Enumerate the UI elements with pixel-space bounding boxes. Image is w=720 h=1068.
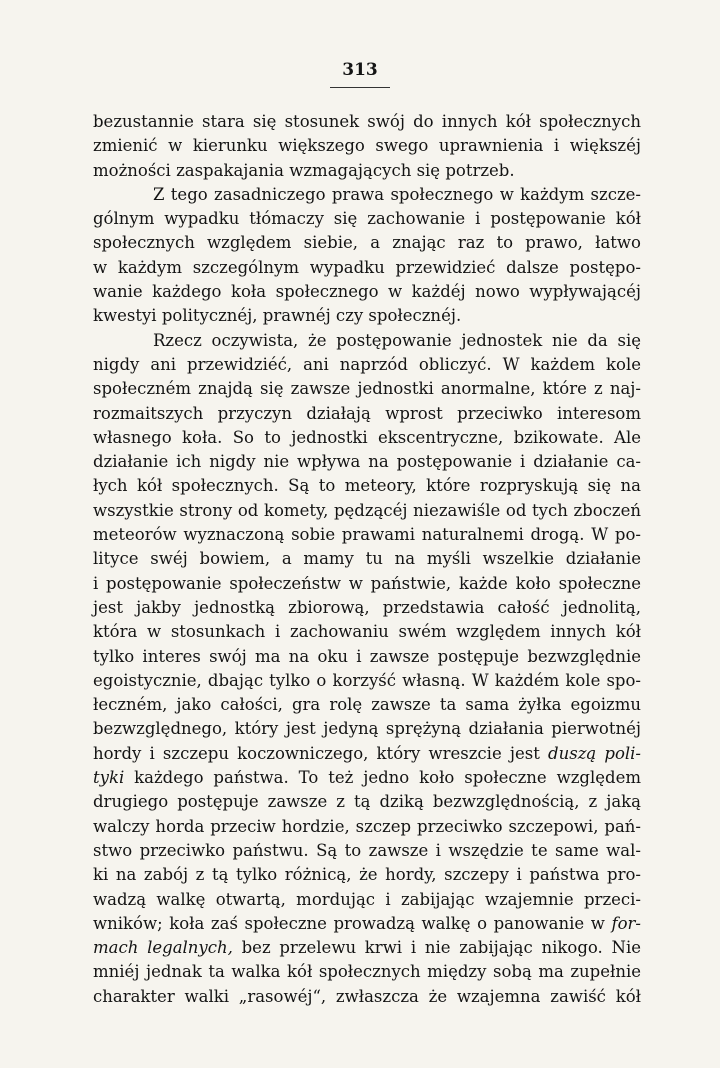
text-line: [93, 304, 641, 328]
line-text: która w stosunkach i zachowaniu swém względem innych kół: [93, 622, 641, 642]
line-text: własnego koła. So to jednostki ekscentryczne, bzikowate. Ale: [93, 427, 641, 447]
line-text: łeczném, jako całości, gra rolę zawsze ta sama żyłka egoizmu: [93, 695, 641, 715]
line-text: wadzą walkę otwartą, mordując i zabijając wzajemnie przeci-: [93, 889, 641, 909]
text-line: [93, 717, 641, 741]
line-text: zmienić w kierunku większego swego uprawnienia i większéj: [93, 136, 641, 156]
line-text: drugiego postępuje zawsze z tą dziką bezwzględnością, z jaką: [93, 792, 641, 812]
line-text: stwo przeciwko państwu. Są to zawsze i wszędzie te same wal-: [93, 840, 641, 860]
text-line: [93, 256, 641, 280]
text-line: [93, 596, 641, 620]
text-line: [93, 474, 641, 498]
text-line: [93, 936, 641, 960]
line-text: kwestyi politycznéj, prawnéj czy społecznéj.: [93, 306, 462, 326]
line-text: tylko interes swój ma na oku i zawsze postępuje bezwzględnie: [93, 646, 641, 666]
text-line: [93, 207, 641, 231]
text-line: [93, 450, 641, 474]
text-line: [93, 329, 641, 353]
line-text: hordy i szczepu koczowniczego, który wreszcie jest: [93, 743, 540, 763]
line-text: łych kół społecznych. Są to meteory, które rozpryskują się na: [93, 476, 641, 496]
text-line: [93, 693, 641, 717]
line-text: rozmaitszych przyczyn działają wprost przeciwko interesom: [93, 403, 641, 423]
text-line: [93, 888, 641, 912]
page-number: 313: [342, 60, 378, 80]
text-line: [93, 402, 641, 426]
line-text: działanie ich nigdy nie wpływa na postępowanie i działanie ca-: [93, 452, 641, 472]
line-text: wszystkie strony od komety, pędzącéj niezawiśle od tych zboczeń: [93, 500, 641, 520]
page-number-rule: [330, 87, 390, 88]
text-line: [93, 766, 641, 790]
line-text: walczy horda przeciw hordzie, szczep przeciwko szczepowi, pań-: [93, 816, 641, 836]
text-line: [93, 669, 641, 693]
line-text: jest jakby jednostką zbiorową, przedstawia całość jednolitą,: [93, 597, 641, 617]
text-line: [93, 183, 641, 207]
text-line: [93, 863, 641, 887]
text-line: [93, 523, 641, 547]
text-line: [93, 377, 641, 401]
body-text: [93, 110, 641, 1009]
text-line: [93, 839, 641, 863]
line-text: Rzecz oczywista, że postępowanie jednostek nie da się: [153, 330, 641, 350]
text-line: [93, 159, 641, 183]
text-line: [93, 547, 641, 571]
line-text: wanie każdego koła społecznego w każdéj nowo wypływającéj: [93, 282, 641, 302]
line-text: społeczném znajdą się zawsze jednostki anormalne, które z naj-: [93, 379, 641, 399]
line-text: możności zaspakajania wzmagających się potrzeb.: [93, 160, 515, 180]
text-line: [93, 620, 641, 644]
line-text: każdego państwa. To też jedno koło społeczne względem: [124, 768, 641, 788]
text-line: [93, 815, 641, 839]
line-text: i postępowanie społeczeństw w państwie, każde koło społeczne: [93, 573, 641, 593]
text-line: [93, 790, 641, 814]
line-text: nigdy ani przewidziéć, ani naprzód obliczyć. W każdem kole: [93, 354, 641, 374]
line-text: bezustannie stara się stosunek swój do innych kół społecznych: [93, 112, 641, 131]
text-line: [93, 353, 641, 377]
line-text: charakter walki „rasowéj“, zwłaszcza że wzajemna zawiść kół: [93, 986, 641, 1006]
text-line: [93, 231, 641, 255]
text-line: [93, 499, 641, 523]
text-line: [93, 134, 641, 158]
line-text: wników; koła zaś społeczne prowadzą walkę o panowanie w: [93, 913, 605, 933]
italic-segment: for-: [611, 913, 641, 933]
line-text: bez przelewu krwi i nie zabijając nikogo. Nie: [232, 938, 641, 958]
line-text: społecznych względem siebie, a znając raz to prawo, łatwo: [93, 233, 641, 253]
line-text: meteorów wyznaczoną sobie prawami naturalnemi drogą. W po-: [93, 525, 641, 545]
line-text: lityce swéj bowiem, a mamy tu na myśli wszelkie działanie: [93, 549, 641, 569]
italic-segment: duszą poli-: [548, 743, 642, 763]
text-line: [93, 742, 641, 766]
text-line: [93, 280, 641, 304]
line-text: mniéj jednak ta walka kół społecznych między sobą ma zupełnie: [93, 962, 641, 982]
italic-segment: mach legalnych,: [93, 938, 233, 958]
line-text: egoistycznie, dbając tylko o korzyść własną. W każdém kole spo-: [93, 670, 641, 690]
italic-segment: tyki: [93, 768, 125, 788]
text-line: [93, 110, 641, 134]
text-line: [93, 960, 641, 984]
line-text: ki na zabój z tą tylko różnicą, że hordy, szczepy i państwa pro-: [93, 865, 641, 885]
line-text: bezwzględnego, który jest jedyną sprężyną działania pierwotnéj: [93, 719, 641, 739]
line-text: gólnym wypadku tłómaczy się zachowanie i postępowanie kół: [93, 209, 641, 229]
text-line: [93, 572, 641, 596]
text-line: [93, 645, 641, 669]
line-text: Z tego zasadniczego prawa społecznego w każdym szcze-: [153, 184, 641, 204]
text-line: [93, 912, 641, 936]
line-text: w każdym szczególnym wypadku przewidzieć dalsze postępo-: [93, 257, 641, 277]
text-line: [93, 985, 641, 1009]
text-line: [93, 426, 641, 450]
